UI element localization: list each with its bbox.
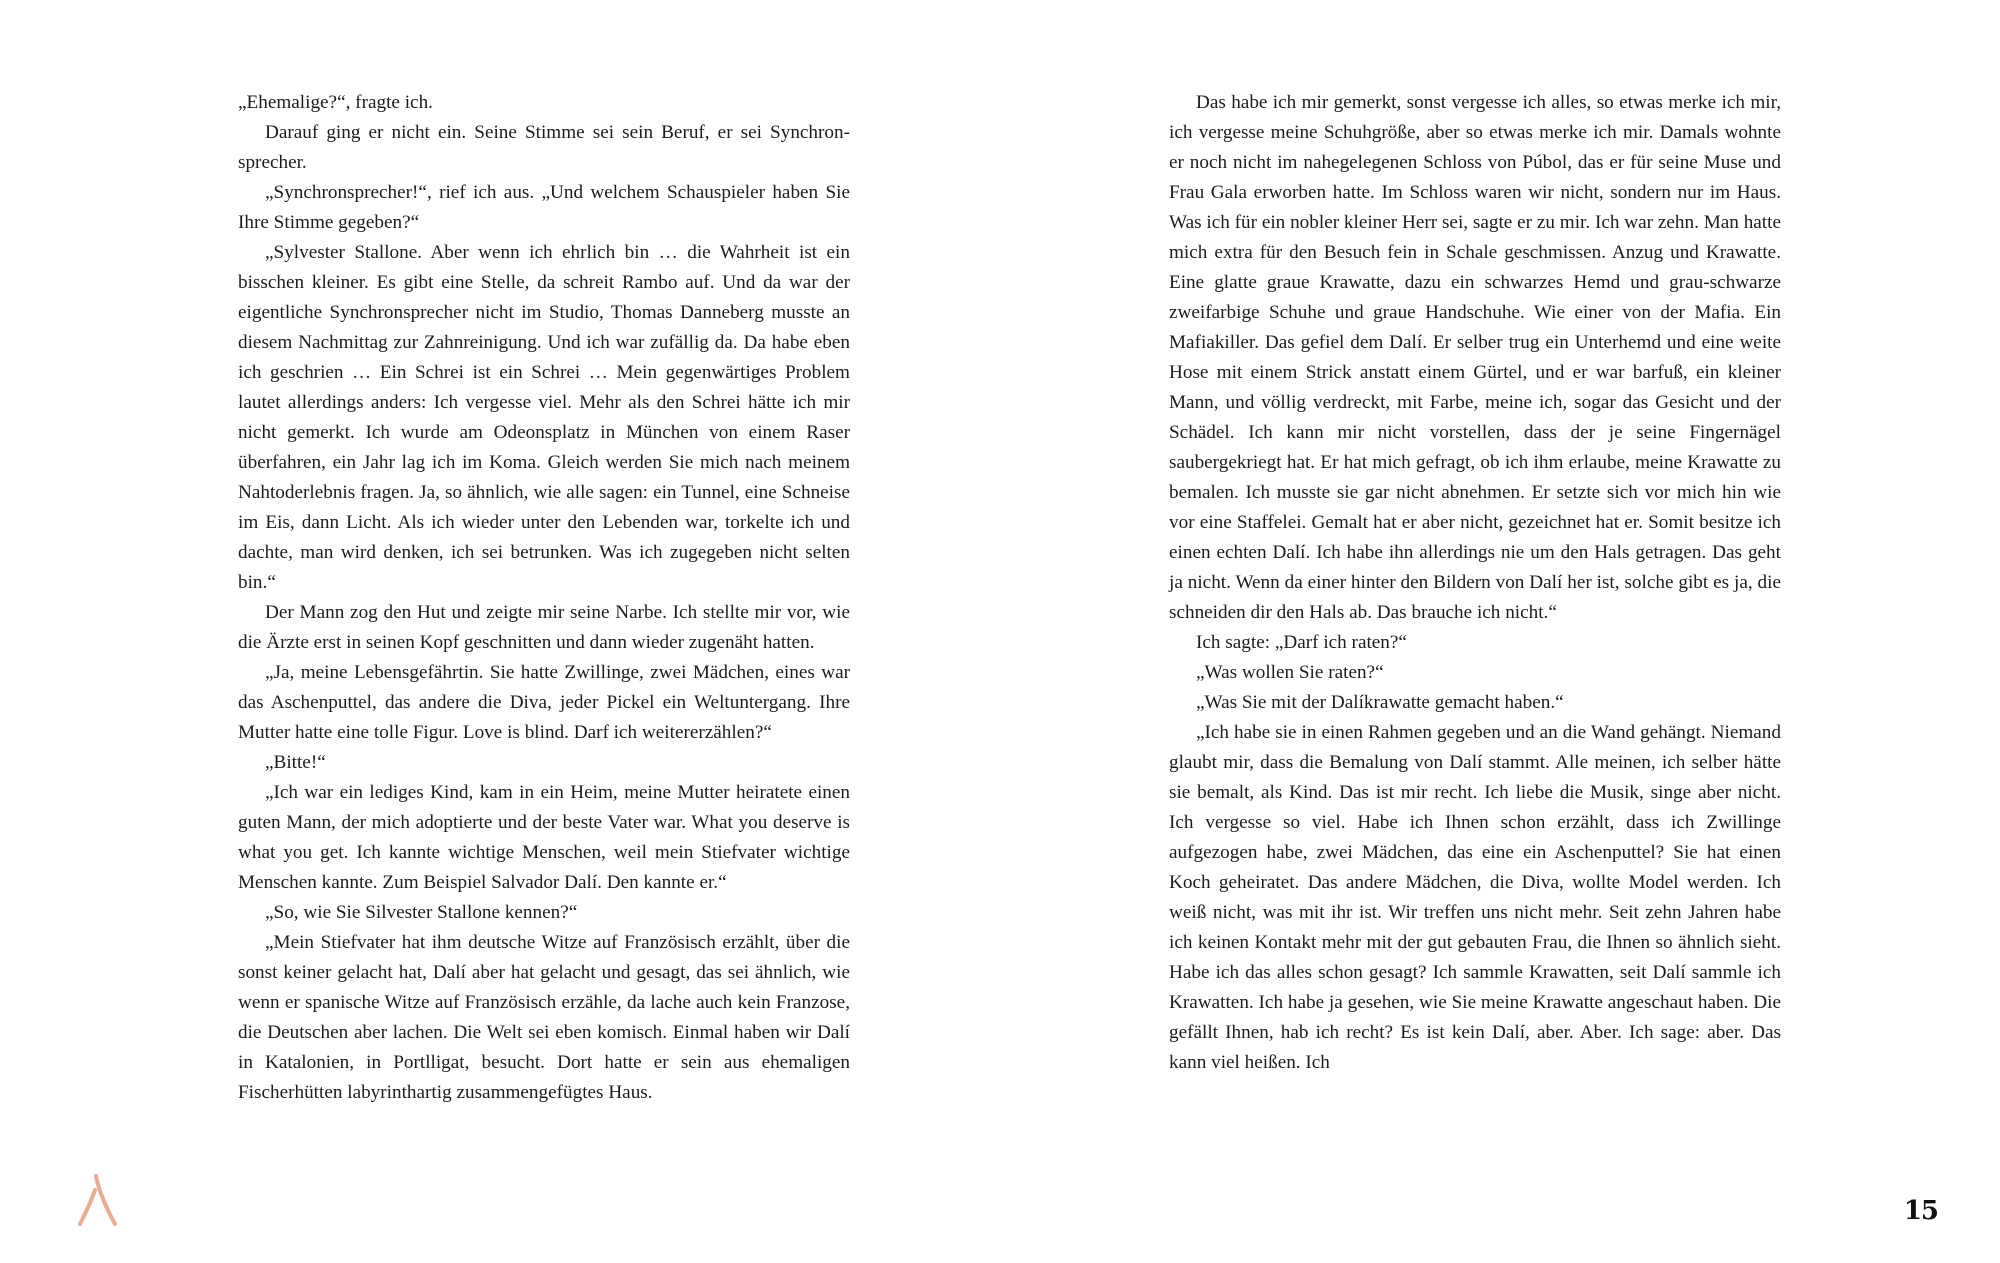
paragraph: „Ja, meine Lebensgefährtin. Sie hatte Zwillinge, zwei Mädchen, eines war das Aschenputtel, das andere die Diva, jeder Pickel ein Weltuntergang. Ihre Mutter hatte eine tolle Figur. Love is blind. Darf ich weitererzählen?“ xyxy=(238,662,850,743)
left-page-text xyxy=(238,88,850,1108)
paragraph: „Bitte!“ xyxy=(265,752,326,773)
paragraph: „Was wollen Sie raten?“ xyxy=(1196,662,1384,683)
right-page-text xyxy=(1169,88,1781,1078)
paragraph: „Sylvester Stallone. Aber wenn ich ehrlich bin … die Wahrheit ist ein bisschen kleiner. Es gibt eine Stelle, da schreit Rambo auf. Und da war der eigentliche Synchronsprecher nicht im Studio, Thomas Danneberg musste an diesem Nachmittag zur Zahnreinigung. Und ich war zufällig da. Da habe eben ich geschrien … Ein Schrei ist ein Schrei … Mein gegenwärtiges Problem lautet allerdings anders: Ich vergesse viel. Mehr als den Schrei hätte ich mir nicht gemerkt. Ich wurde am Odeonsplatz in München von einem Raser überfahren, ein Jahr lag ich im Koma. Gleich werden Sie mich nach meinem Nahtoderlebnis fragen. Ja, so ähnlich, wie alle sagen: ein Tunnel, eine Schneise im Eis, dann Licht. Als ich wieder unter den Lebenden war, torkelte ich und dachte, man wird denken, ich sei betrunken. Was ich zugegeben nicht selten bin.“ xyxy=(238,242,850,593)
paragraph: Darauf ging er nicht ein. Seine Stimme sei sein Beruf, er sei Synchronsprecher. xyxy=(238,122,850,173)
paragraph: „Synchronsprecher!“, rief ich aus. „Und welchem Schauspieler haben Sie Ihre Stimme gegeben?“ xyxy=(238,182,850,233)
paragraph: „Ich habe sie in einen Rahmen gegeben und an die Wand gehängt. Niemand glaubt mir, dass die Bemalung von Dalí stammt. Alle meinen, ich selber hätte sie bemalt, als Kind. Das ist mir recht. Ich liebe die Musik, singe aber nicht. Ich vergesse so viel. Habe ich Ihnen schon erzählt, dass ich Zwillinge aufgezogen habe, zwei Mädchen, das eine ein Aschenputtel? Sie hat einen Koch geheiratet. Das andere Mädchen, die Diva, wollte Model werden. Ich weiß nicht, was mit ihr ist. Wir treffen uns nicht mehr. Seit zehn Jahren habe ich keinen Kontakt mehr mit der gut gebauten Frau, die Ihnen so ähnlich sieht. Habe ich das alles schon gesagt? Ich sammle Krawatten, seit Dalí sammle ich Krawatten. Ich habe ja gesehen, wie Sie meine Krawatte angeschaut haben. Die gefällt Ihnen, hab ich recht? Es ist kein Dalí, aber. Aber. Ich sage: aber. Das kann viel heißen. Ich xyxy=(1169,722,1781,1073)
lambda-logo-icon xyxy=(76,1174,118,1226)
page-number: 15 xyxy=(1903,1196,1938,1226)
paragraph: Der Mann zog den Hut und zeigte mir seine Narbe. Ich stellte mir vor, wie die Ärzte erst in seinen Kopf geschnitten und dann wieder zugenäht hatten. xyxy=(238,602,850,653)
paragraph: „Was Sie mit der Dalíkrawatte gemacht haben.“ xyxy=(1196,692,1564,713)
paragraph: Das habe ich mir gemerkt, sonst vergesse ich alles, so etwas merke ich mir, ich vergesse meine Schuhgröße, aber so etwas merke ich mir. Damals wohnte er noch nicht im nahegelegenen Schloss von Púbol, das er für seine Muse und Frau Gala erworben hatte. Im Schloss waren wir nicht, sondern nur im Haus. Was ich für ein nobler kleiner Herr sei, sagte er zu mir. Ich war zehn. Man hatte mich extra für den Besuch fein in Schale geschmissen. Anzug und Krawatte. Eine glatte graue Krawatte, dazu ein schwarzes Hemd und grau-schwarze zweifarbige Schuhe und graue Handschuhe. Wie einer von der Mafia. Ein Mafiakiller. Das gefiel dem Dalí. Er selber trug ein Unterhemd und eine weite Hose mit einem Strick anstatt einem Gürtel, und er war barfuß, ein kleiner Mann, und völlig verdreckt, mit Farbe, meine ich, sogar das Gesicht und der Schädel. Ich kann mir nicht vorstellen, dass der je seine Fingernägel saubergekriegt hat. Er hat mich gefragt, ob ich ihm erlaube, meine Krawatte zu bemalen. Ich musste sie gar nicht abnehmen. Er setzte sich vor mich hin wie vor eine Staffelei. Gemalt hat er aber nicht, gezeichnet hat er. Somit besitze ich einen echten Dalí. Ich habe ihn allerdings nie um den Hals getragen. Das geht ja nicht. Wenn da einer hinter den Bildern von Dalí her ist, solche gibt es ja, die schneiden dir den Hals ab. Das brauche ich nicht.“ xyxy=(1169,92,1781,623)
paragraph: „Mein Stiefvater hat ihm deutsche Witze auf Französisch erzählt, über die sonst keiner gelacht hat, Dalí aber hat gelacht und gesagt, das sei ähnlich, wie wenn er spanische Witze auf Französisch erzähle, da lache auch kein Franzose, die Deutschen aber lachen. Die Welt sei eben komisch. Einmal haben wir Dalí in Katalonien, in Portlligat, besucht. Dort hatte er sein aus ehemaligen Fischerhütten labyrinthartig zusammengefügtes Haus. xyxy=(238,932,850,1103)
paragraph: „So, wie Sie Silvester Stallone kennen?“ xyxy=(265,902,578,923)
paragraph: Ich sagte: „Darf ich raten?“ xyxy=(1196,632,1407,653)
paragraph: „Ich war ein lediges Kind, kam in ein Heim, meine Mutter heiratete einen guten Mann, der mich adoptierte und der beste Vater war. What you deserve is what you get. Ich kannte wichtige Menschen, weil mein Stiefvater wichtige Menschen kannte. Zum Beispiel Salvador Dalí. Den kannte er.“ xyxy=(238,782,850,893)
paragraph: „Ehemalige?“, fragte ich. xyxy=(238,92,433,113)
